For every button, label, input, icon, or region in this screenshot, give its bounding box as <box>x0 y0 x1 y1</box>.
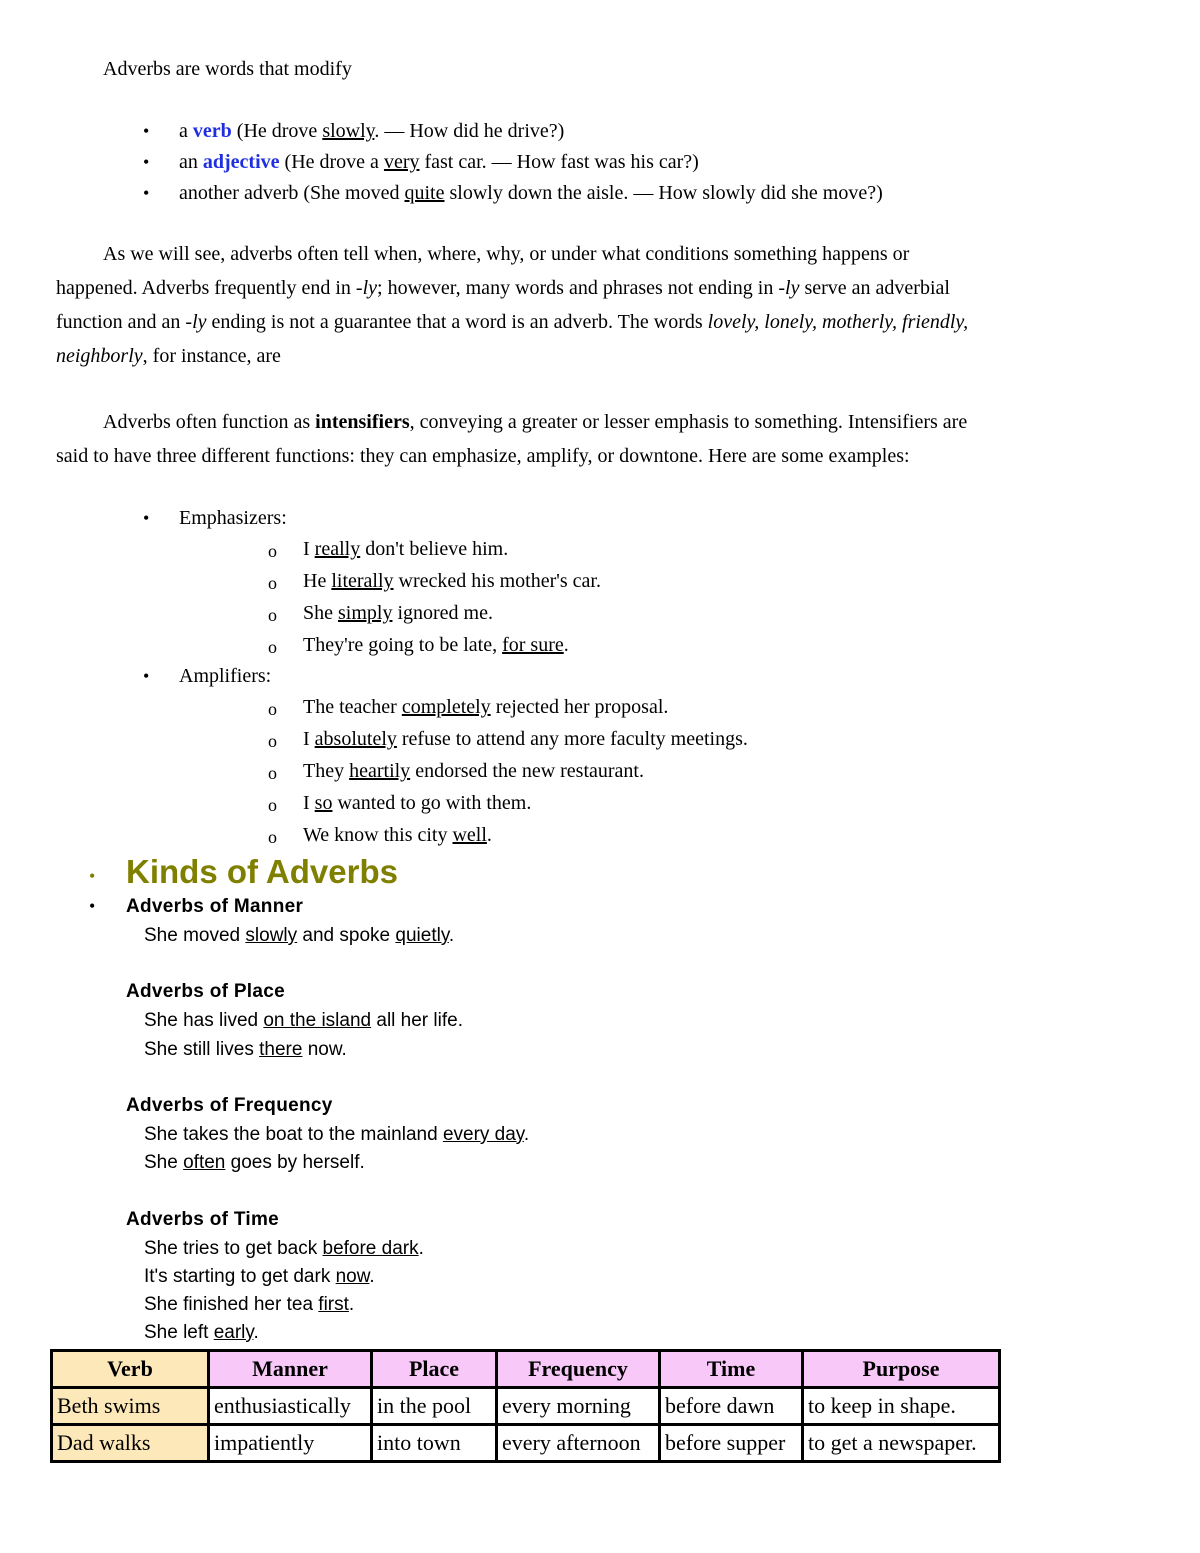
table-cell: impatiently <box>209 1425 372 1462</box>
intro-text: Adverbs are words that modify <box>103 58 352 80</box>
list-item: The teacher completely rejected her proposal. <box>303 696 669 718</box>
heading-manner: Adverbs of Manner <box>126 896 304 917</box>
example-line: She tries to get back before dark. <box>144 1238 424 1259</box>
table-cell: before supper <box>660 1425 803 1462</box>
table-header: Purpose <box>803 1351 1000 1388</box>
bullet-icon: • <box>143 152 150 172</box>
table-header: Verb <box>52 1351 209 1388</box>
example-line: She has lived on the island all her life. <box>144 1010 463 1031</box>
sub-bullet-icon: o <box>268 605 277 625</box>
table-header: Manner <box>209 1351 372 1388</box>
sub-bullet-icon: o <box>268 827 277 847</box>
table-cell: into town <box>372 1425 497 1462</box>
example-line: She left early. <box>144 1322 259 1343</box>
emphasizers-label: Emphasizers: <box>179 507 287 529</box>
section-title: Kinds of Adverbs <box>126 853 398 890</box>
sub-bullet-icon: o <box>268 573 277 593</box>
table-row <box>52 1388 1000 1425</box>
sub-bullet-icon: o <box>268 795 277 815</box>
adverb-table <box>50 1349 1001 1463</box>
table-cell: before dawn <box>660 1388 803 1425</box>
sub-bullet-icon: o <box>268 731 277 751</box>
heading-time: Adverbs of Time <box>126 1209 280 1230</box>
table-cell: to get a newspaper. <box>803 1425 1000 1462</box>
table-cell: in the pool <box>372 1388 497 1425</box>
table-header-row <box>52 1351 1000 1388</box>
list-item: I absolutely refuse to attend any more faculty meetings. <box>303 728 748 750</box>
table-cell: to keep in shape. <box>803 1388 1000 1425</box>
paragraph-adverb-functions: As we will see, adverbs often tell when, where, why, or under what conditions something happens or happened. Adverbs frequently end in -ly; however, many words and phrases not ending in -ly serve an adverbial function and an -ly ending is not a guarantee that a word is an adverb. The words lovely, lonely, motherly, friendly, neighborly, for instance, are <box>56 243 969 367</box>
table-header: Frequency <box>497 1351 660 1388</box>
list-item: I so wanted to go with them. <box>303 792 532 814</box>
list-item: They're going to be late, for sure. <box>303 634 569 656</box>
bullet-icon: • <box>143 121 150 141</box>
list-item: another adverb (She moved quite slowly down the aisle. — How slowly did she move?) <box>179 182 883 204</box>
example-line: She moved slowly and spoke quietly. <box>144 925 455 946</box>
table-cell: every afternoon <box>497 1425 660 1462</box>
sub-bullet-icon: o <box>268 763 277 783</box>
table-cell: enthusiastically <box>209 1388 372 1425</box>
table-cell: every morning <box>497 1388 660 1425</box>
table-cell: Beth swims <box>52 1388 209 1425</box>
example-line: She still lives there now. <box>144 1039 347 1060</box>
heading-frequency: Adverbs of Frequency <box>126 1095 333 1116</box>
list-item: I really don't believe him. <box>303 538 509 560</box>
table-header: Place <box>372 1351 497 1388</box>
example-line: She finished her tea first. <box>144 1294 355 1315</box>
table-cell: Dad walks <box>52 1425 209 1462</box>
list-item: an adjective (He drove a very fast car. — How fast was his car?) <box>179 151 699 173</box>
bullet-icon: • <box>143 183 150 203</box>
paragraph-intensifiers: Adverbs often function as intensifiers, conveying a greater or lesser emphasis to something. Intensifiers are said to have three different functions: they can emphasize, amplify, or downtone. Here are some examples: <box>56 411 968 467</box>
list-item: a verb (He drove slowly. — How did he drive?) <box>179 120 565 142</box>
sub-bullet-icon: o <box>268 541 277 561</box>
table-header: Time <box>660 1351 803 1388</box>
bullet-icon: • <box>89 866 96 886</box>
table-row <box>52 1425 1000 1462</box>
list-item: He literally wrecked his mother's car. <box>303 570 601 592</box>
example-line: She often goes by herself. <box>144 1152 365 1173</box>
heading-place: Adverbs of Place <box>126 981 285 1002</box>
list-item: We know this city well. <box>303 824 492 846</box>
sub-bullet-icon: o <box>268 699 277 719</box>
list-item: She simply ignored me. <box>303 602 493 624</box>
example-line: She takes the boat to the mainland every day. <box>144 1124 530 1145</box>
example-line: It's starting to get dark now. <box>144 1266 375 1287</box>
bullet-icon: • <box>89 896 96 916</box>
bullet-icon: • <box>143 666 150 686</box>
list-item: They heartily endorsed the new restaurant. <box>303 760 644 782</box>
sub-bullet-icon: o <box>268 637 277 657</box>
bullet-icon: • <box>143 508 150 528</box>
amplifiers-label: Amplifiers: <box>179 665 272 687</box>
